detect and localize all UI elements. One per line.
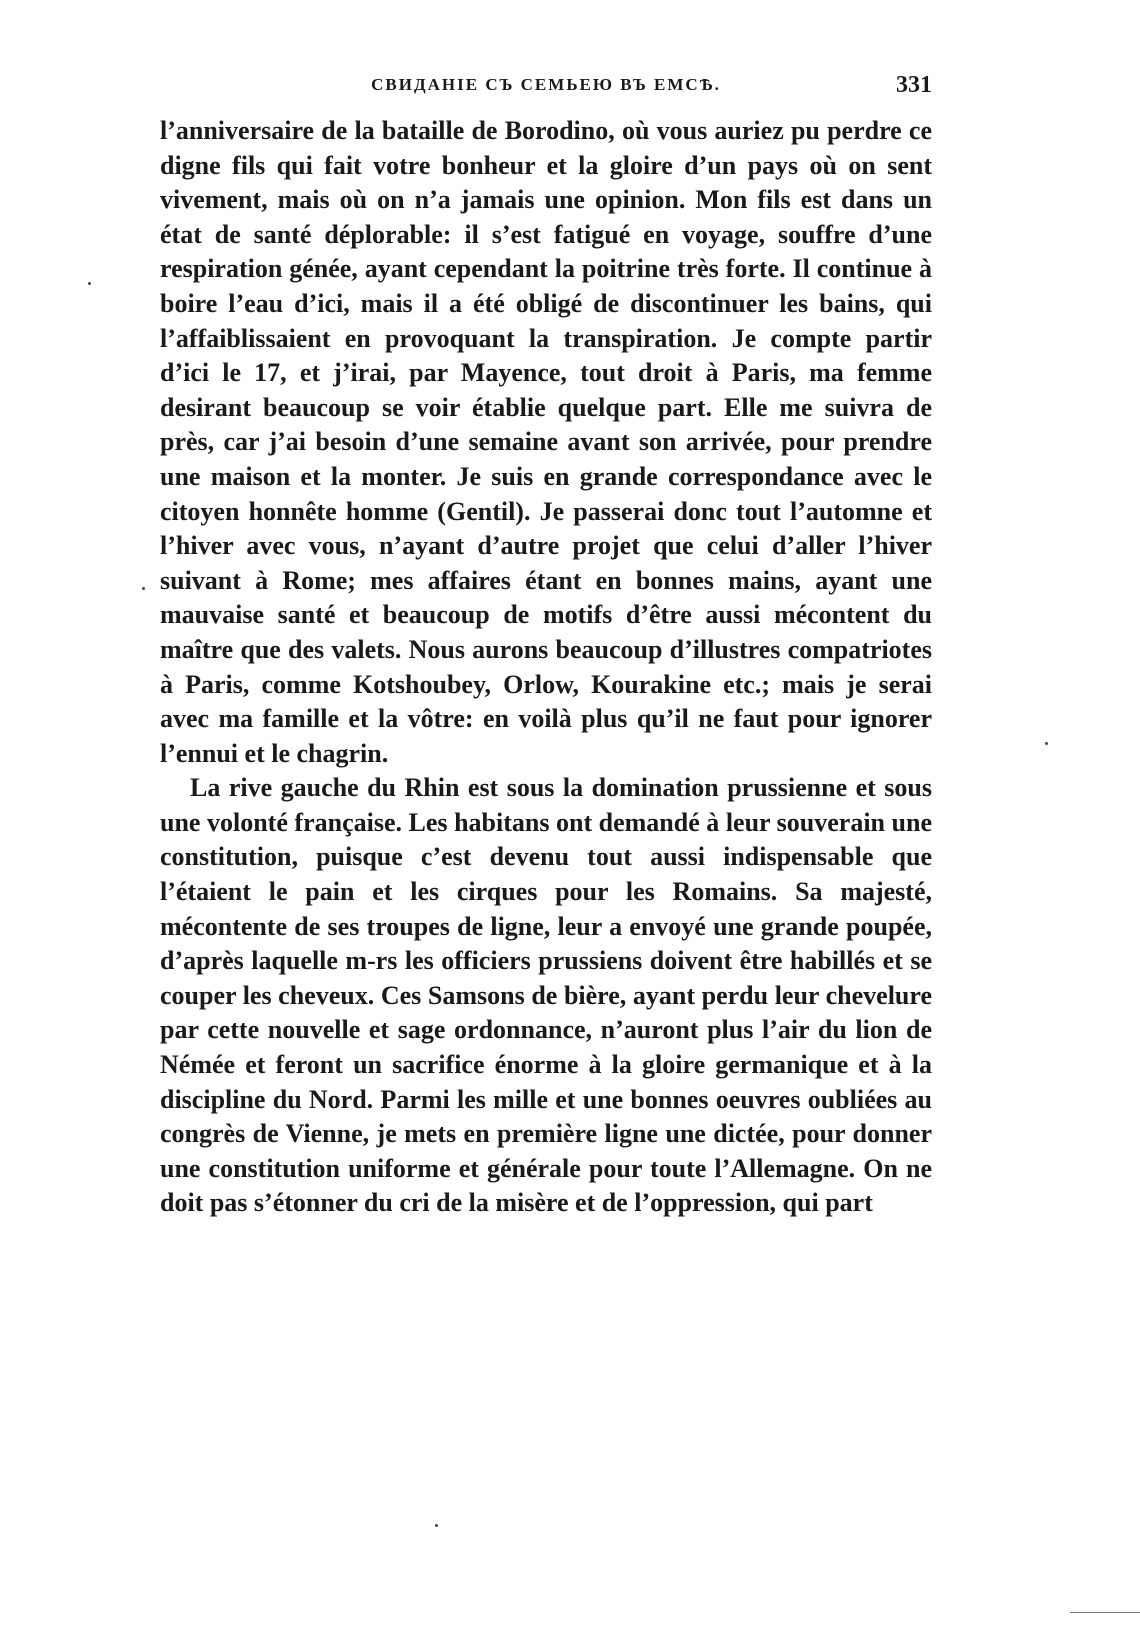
running-title: СВИДАНІЕ СЪ СЕМЬЕЮ ВЪ ЕМСѢ. <box>371 75 721 94</box>
margin-speck <box>88 282 91 285</box>
paragraph-2: La rive gauche du Rhin est sous la domination prussienne et sous une volonté française. Les habitans ont demandé à leur souverain une constitution, puisque c’est devenu tout aussi indispensable que l’étaient le pain et les cirques pour les Romains. Sa majesté, mécontente de ses troupes de ligne, leur a envoyé une grande poupée, d’après laquelle m-rs les officiers prussiens doivent être habillés et se couper les cheveux. Ces Samsons de bière, ayant perdu leur chevelure par cette nouvelle et sage ordonnance, n’auront plus l’air du lion de Némée et feront un sacrifice énorme à la gloire germanique et à la discipline du Nord. Parmi les mille et une bonnes oeuvres oubliées au congrès de Vienne, je mets en première ligne une dictée, pour donner une constitution uniforme et générale pour toute l’Allemagne. On ne doit pas s’étonner du cri de la misère et de l’oppression, qui part <box>160 773 932 1218</box>
body-text <box>160 114 932 1221</box>
running-header <box>160 68 932 102</box>
page-number: 331 <box>896 72 932 98</box>
margin-speck <box>435 1524 438 1527</box>
margin-speck <box>1045 742 1048 745</box>
paragraph-1: l’anniversaire de la bataille de Borodino, où vous auriez pu perdre ce digne fils qui fait votre bonheur et la gloire d’un pays où on sent vivement, mais où on n’a jamais une opinion. Mon fils est dans un état de santé déplorable: il s’est fatigué en voyage, souffre d’une respiration génée, ayant cependant la poitrine très forte. Il continue à boire l’eau d’ici, mais il a été obligé de discontinuer les bains, qui l’affaiblissaient en provoquant la transpiration. Je compte partir d’ici le 17, et j’irai, par Mayence, tout droit à Paris, ma femme desirant beaucoup se voir établie quelque part. Elle me suivra de près, car j’ai besoin d’une semaine avant son arrivée, pour prendre une maison et la monter. Je suis en grande correspondance avec le citoyen honnête homme (Gentil). Je passerai donc tout l’automne et l’hiver avec vous, n’ayant d’autre projet que celui d’aller l’hiver suivant à Rome; mes affaires étant en bonnes mains, ayant une mauvaise santé et beaucoup de motifs d’être aussi mécontent du maître que des valets. Nous aurons beaucoup d’illustres compatriotes à Paris, comme Kotshoubey, Orlow, Kourakine etc.; mais je serai avec ma famille et la vôtre: en voilà plus qu’il ne faut pour ignorer l’ennui et le chagrin. <box>160 116 932 768</box>
margin-speck <box>142 587 145 590</box>
corner-rule <box>1070 1612 1140 1613</box>
